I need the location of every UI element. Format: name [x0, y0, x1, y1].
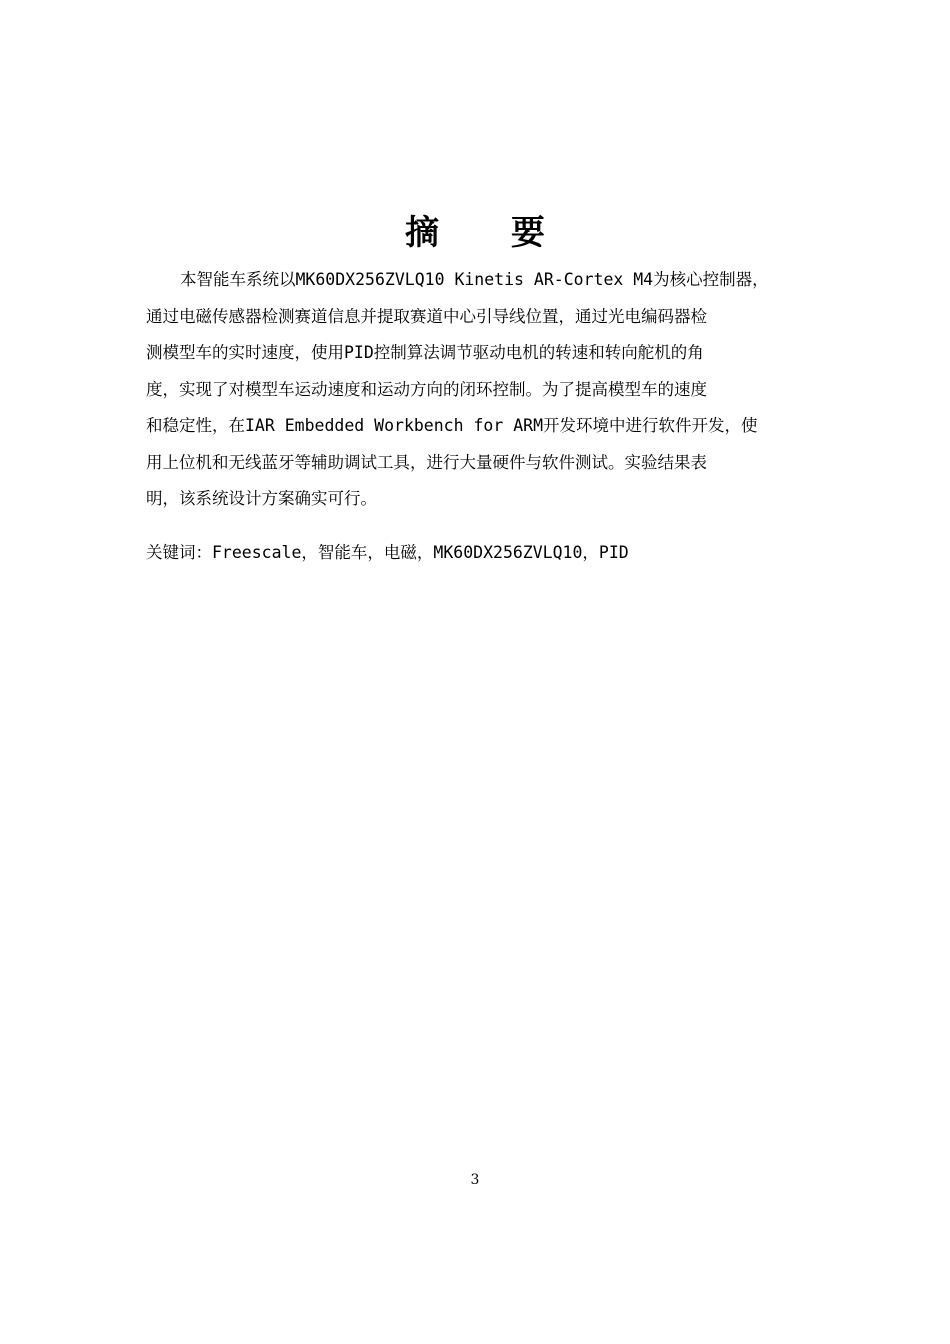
abstract-line: 和稳定性，在IAR Embedded Workbench for ARM开发环境中进行软件开发，使 [146, 416, 758, 435]
abstract-line: 通过电磁传感器检测赛道信息并提取赛道中心引导线位置，通过光电编码器检 [146, 306, 707, 326]
abstract-title: 摘 要 [405, 213, 575, 253]
abstract-line: 测模型车的实时速度，使用PID控制算法调节驱动电机的转速和转向舵机的角 [146, 343, 704, 362]
keywords-line: 关键词：Freescale，智能车，电磁，MK60DX256ZVLQ10，PID [146, 543, 629, 562]
abstract-body [146, 262, 806, 518]
abstract-line: 度，实现了对模型车运动速度和运动方向的闭环控制。为了提高模型车的速度 [146, 379, 707, 399]
abstract-line: 本智能车系统以MK60DX256ZVLQ10 Kinetis AR-Cortex M4为核心控制器， [180, 270, 769, 289]
abstract-line: 明，该系统设计方案确实可行。 [146, 489, 377, 508]
abstract-line: 用上位机和无线蓝牙等辅助调试工具，进行大量硬件与软件测试。实验结果表 [146, 452, 707, 472]
page-number: 3 [470, 1172, 480, 1188]
